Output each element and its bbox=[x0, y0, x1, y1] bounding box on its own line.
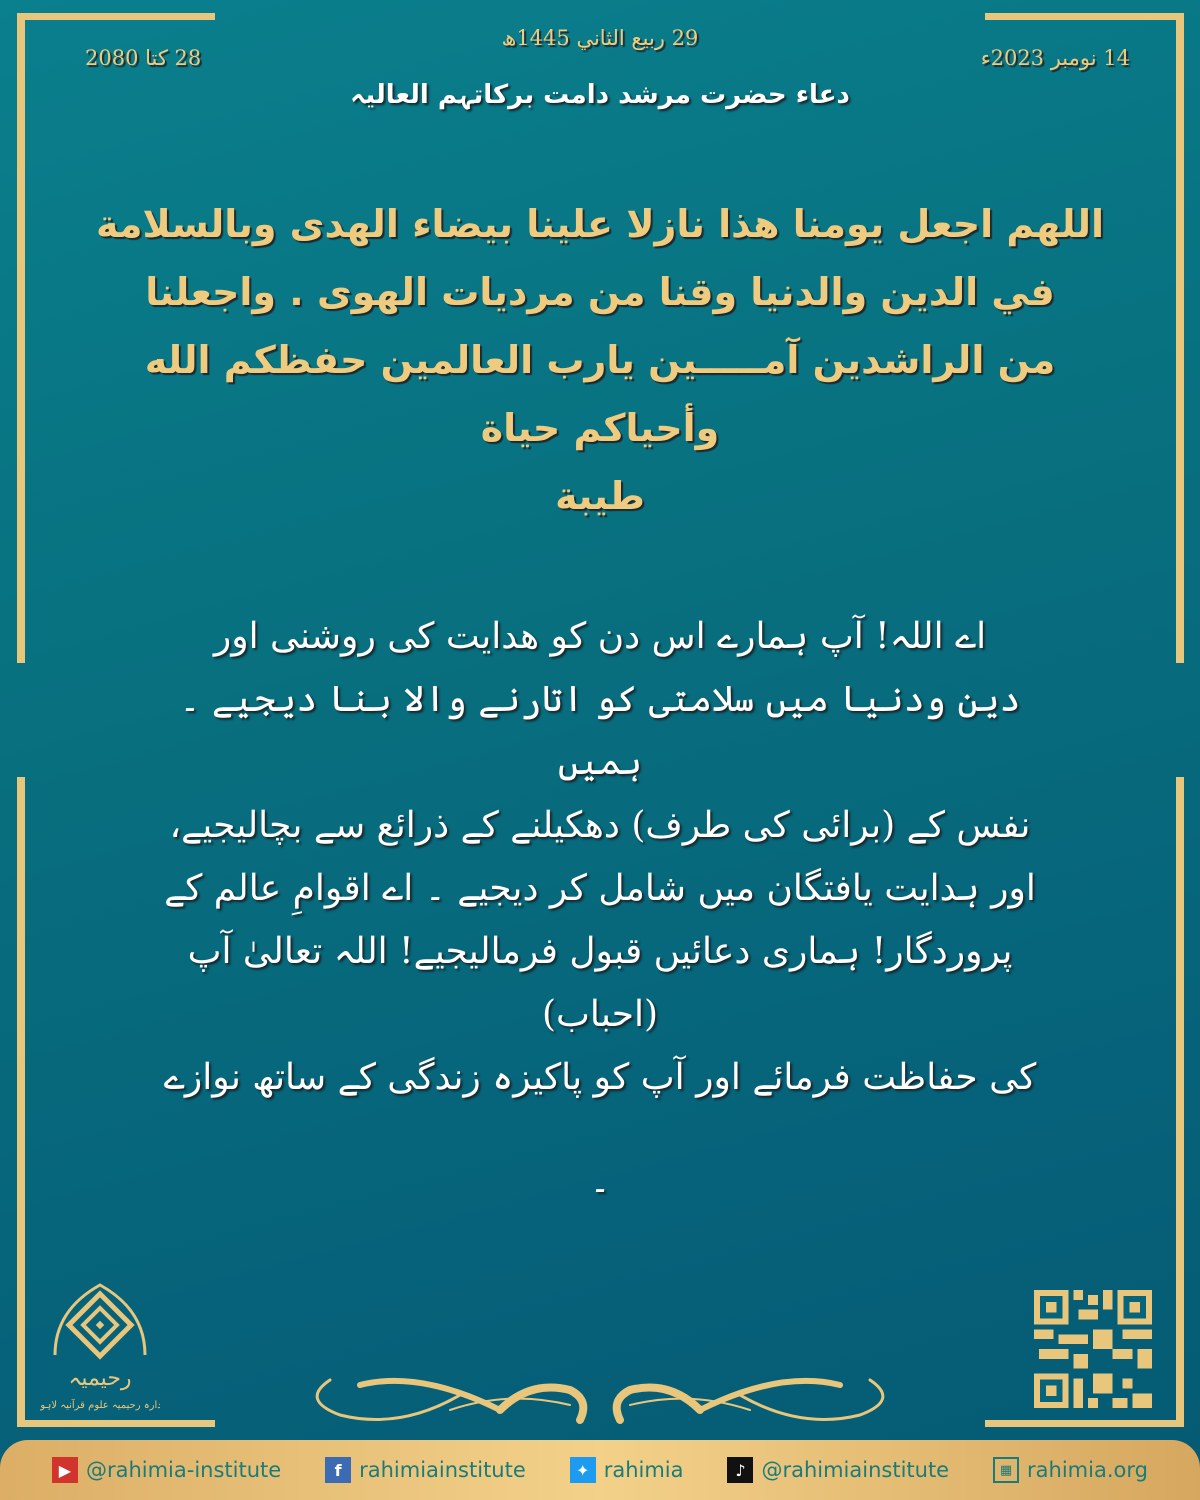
website-label: rahimia.org bbox=[1027, 1458, 1148, 1482]
hijri-date: 29 ربيع الثاني 1445ھ bbox=[501, 26, 699, 50]
twitter-link[interactable] bbox=[570, 1457, 684, 1483]
tiktok-icon: ♪ bbox=[727, 1457, 753, 1483]
urdu-line: کی حفاظت فرمائے اور آپ کو پاکیزہ زندگی کے ساتھ نوازے bbox=[163, 1057, 1037, 1098]
arabic-line: من الراشدين آمـــــين يارب العالمين حفظكم الله وأحياكم حياة bbox=[144, 338, 1056, 450]
facebook-label: rahimiainstitute bbox=[359, 1458, 526, 1482]
flourish-icon bbox=[300, 1370, 900, 1430]
urdu-line: پروردگار! ہماری دعائیں قبول فرمالیجیے! اللہ تعالیٰ آپ (احباب) bbox=[187, 931, 1013, 1035]
arabic-line: في الدين والدنيا وقنا من مرديات الهوى . واجعلنا bbox=[145, 270, 1055, 314]
gregorian-date: 14 نومبر 2023ء bbox=[980, 46, 1130, 70]
arabic-line: طيبة bbox=[555, 474, 645, 518]
rahimia-logo bbox=[40, 1280, 160, 1420]
frame-right-lower-v bbox=[1176, 777, 1184, 1427]
frame-right-upper-v bbox=[1176, 13, 1184, 663]
tiktok-link[interactable] bbox=[727, 1457, 949, 1483]
youtube-label: @rahimia-institute bbox=[85, 1458, 282, 1482]
frame-left-lower-v bbox=[17, 777, 25, 1427]
arabic-dua bbox=[70, 190, 1130, 530]
urdu-line: اور ہدایت یافتگان میں شامل کر دیجیے ۔ اے اقوامِ عالم کے bbox=[164, 868, 1036, 909]
tiktok-label: @rahimiainstitute bbox=[761, 1458, 950, 1482]
qr-code-icon bbox=[1033, 1290, 1153, 1408]
youtube-icon: ▶ bbox=[52, 1457, 78, 1483]
urdu-translation bbox=[150, 605, 1050, 1212]
logo-subtitle: ادارہ رحیمیہ علوم قرآنیہ لاہور bbox=[40, 1400, 160, 1411]
facebook-link[interactable] bbox=[325, 1457, 526, 1483]
page-title: دعاء حضرت مرشد دامت برکاتہم العالیہ bbox=[350, 80, 850, 110]
qr-code[interactable] bbox=[1033, 1290, 1153, 1408]
facebook-icon: f bbox=[325, 1457, 351, 1483]
urdu-line: نفس کے (برائی کی طرف) دھکیلنے کے ذرائع سے بچالیجیے، bbox=[169, 805, 1031, 846]
frame-top-right-h bbox=[985, 13, 1184, 20]
frame-left-upper-v bbox=[17, 13, 25, 663]
frame-bottom-right-h bbox=[985, 1420, 1184, 1427]
frame-bottom-left-h bbox=[17, 1420, 215, 1427]
bikrami-date: 28 کتا 2080 bbox=[85, 46, 202, 70]
twitter-label: rahimia bbox=[603, 1458, 684, 1482]
twitter-icon: ✦ bbox=[570, 1457, 596, 1483]
youtube-link[interactable] bbox=[52, 1457, 281, 1483]
frame-top-left-h bbox=[17, 13, 215, 20]
footer-social-bar bbox=[0, 1440, 1200, 1500]
urdu-line: اے اللہ! آپ ہمارے اس دن کو ھدایت کی روشنی اور bbox=[213, 616, 987, 657]
website-icon: ▦ bbox=[993, 1457, 1019, 1483]
urdu-line: دین ودنیا میں سلامتی کو اتارنے والا بنا دیجیے ۔ ہمیں bbox=[179, 679, 1021, 783]
logo-name: رحیمیہ bbox=[68, 1366, 132, 1391]
logo-emblem-icon bbox=[40, 1280, 160, 1420]
arabic-line: اللهم اجعل يومنا هذا نازلا علينا بيضاء الهدى وبالسلامة bbox=[95, 202, 1105, 246]
website-link[interactable] bbox=[993, 1457, 1148, 1483]
ornament-divider bbox=[300, 1370, 900, 1430]
urdu-line: ۔ bbox=[589, 1160, 611, 1201]
